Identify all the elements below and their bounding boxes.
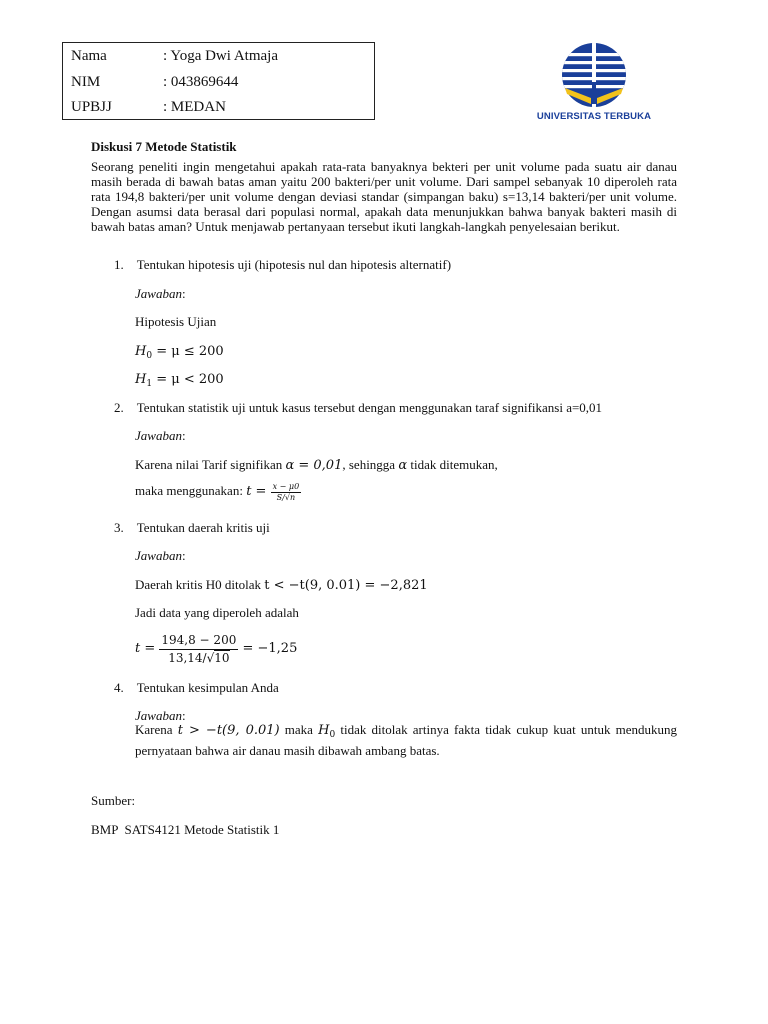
upbjj-row (71, 98, 226, 116)
question-2 (114, 400, 602, 415)
question-3-number: 3. (114, 520, 124, 535)
document-title: Diskusi 7 Metode Statistik (91, 139, 237, 154)
t-equals: t = (246, 484, 271, 499)
critical-region-line (135, 577, 428, 593)
alpha-expression: α = 0,01 (285, 458, 343, 473)
question-4-text: Tentukan kesimpulan Anda (136, 680, 279, 695)
h0-expression: = μ ≤ 200 (152, 344, 224, 359)
jawaban-text: Jawaban (135, 286, 182, 301)
question-3-text: Tentukan daerah kritis uji (136, 520, 270, 535)
h1-formula: $H_1 = \mu < 200$ (135, 372, 224, 389)
question-4-number: 4. (114, 680, 124, 695)
computed-denominator: 13,14/ (168, 650, 207, 665)
data-result-text: Jadi data yang diperoleh adalah (135, 605, 299, 620)
university-logo (528, 42, 660, 122)
jawaban-text: Jawaban (135, 708, 182, 723)
critical-region-expression: t < −t(9, 0.01) = −2,821 (264, 578, 428, 593)
answer-2-label: Jawaban: (135, 428, 186, 443)
name-value: : Yoga Dwi Atmaja (163, 48, 279, 64)
test-statistic-formula (135, 480, 301, 503)
upbjj-label: UPBJJ (71, 99, 112, 115)
logo-text: UNIVERSITAS TERBUKA (536, 111, 652, 122)
computed-result: = −1,25 (238, 641, 298, 656)
conclusion-expression: t > −t(9, 0.01) (177, 723, 280, 738)
nim-row (71, 73, 238, 91)
nim-value: : 043869644 (163, 74, 239, 90)
answer-4-label: Jawaban: (135, 708, 186, 723)
identity-box (62, 42, 375, 120)
question-1 (114, 257, 451, 272)
conclusion-text-3: tidak ditolak artinya fakta tidak cukup kuat untuk mendukung pernyataan bahwa air danau masih dibawah ambang batas. (135, 722, 678, 758)
name-row (71, 47, 278, 65)
t-denominator: S/ (276, 492, 285, 502)
conclusion-text: Karena (135, 722, 178, 737)
conclusion-text-2: maka (279, 722, 319, 737)
significance-text-2: , sehingga (342, 457, 399, 472)
significance-text-3: tidak ditemukan, (407, 457, 498, 472)
globe-emblem-icon (561, 42, 627, 108)
intro-paragraph: Seorang peneliti ingin mengetahui apakah rata-rata banyaknya bekteri per unit volume pada suatu air danau masih berada di bawah batas aman yaitu 200 bakteri/per unit volume. Dari sampel sebanyak 10 diperoleh rata rata 194,8 bakteri/per unit volume dengan deviasi standar (simpangan baku) s=13,14 bakteri/per unit volume. Dengan asumsi data berasal dari populasi normal, apakah data menunjukkan bahwa banyak bakteri masih di bawah batas aman? Untuk menjawab pertanyaan tersebut ikuti langkah-langkah penyelesaian berikut. (91, 159, 677, 234)
question-1-number: 1. (114, 257, 124, 272)
question-4 (114, 680, 279, 695)
source-label: Sumber: (91, 793, 136, 808)
critical-region-text: Daerah kritis H0 ditolak (135, 577, 265, 592)
upbjj-value: : MEDAN (163, 99, 226, 115)
computed-fraction: $\frac{194,8 - 200}{13,14/√10}$ (161, 632, 237, 665)
computed-t-formula (135, 630, 297, 667)
significance-line (135, 457, 498, 473)
jawaban-text: Jawaban (135, 548, 182, 563)
t-numerator: x − μ0 (272, 481, 300, 491)
name-label: Nama (71, 48, 107, 64)
alpha-symbol: α (398, 458, 408, 473)
t-fraction: $\frac{x - \mu 0}{S/√n}$ (272, 481, 300, 502)
computed-denominator-n: 10 (214, 650, 230, 665)
nim-label: NIM (71, 74, 101, 90)
conclusion-h0: H (318, 723, 330, 738)
question-1-text: Tentukan hipotesis uji (hipotesis nul dan hipotesis alternatif) (136, 257, 452, 272)
conclusion-paragraph: Karena t > −t(9, 0.01) maka $H_0$ tidak ditolak artinya fakta tidak cukup kuat untuk mendukung pernyataan bahwa air danau masih dibawah ambang batas. (135, 722, 678, 758)
reference-text: BMP SATS4121 Metode Statistik 1 (91, 822, 280, 837)
hypothesis-heading: Hipotesis Ujian (135, 314, 217, 329)
t-denominator-n: n (289, 492, 296, 502)
computed-numerator: 194,8 − 200 (159, 632, 238, 650)
question-3 (114, 520, 270, 535)
h0-formula: $H_0 = \mu \le 200$ (135, 344, 224, 361)
answer-3-label: Jawaban: (135, 548, 186, 563)
jawaban-text: Jawaban (135, 428, 182, 443)
significance-text: Karena nilai Tarif signifikan (135, 457, 286, 472)
question-2-number: 2. (114, 400, 124, 415)
h1-expression: = μ < 200 (152, 372, 224, 387)
answer-1-label: Jawaban: (135, 286, 186, 301)
t-equals: t = (135, 641, 160, 656)
question-2-text: Tentukan statistik uji untuk kasus tersebut dengan menggunakan taraf signifikansi a=0,01 (136, 400, 603, 415)
formula-intro: maka menggunakan: (135, 483, 247, 498)
